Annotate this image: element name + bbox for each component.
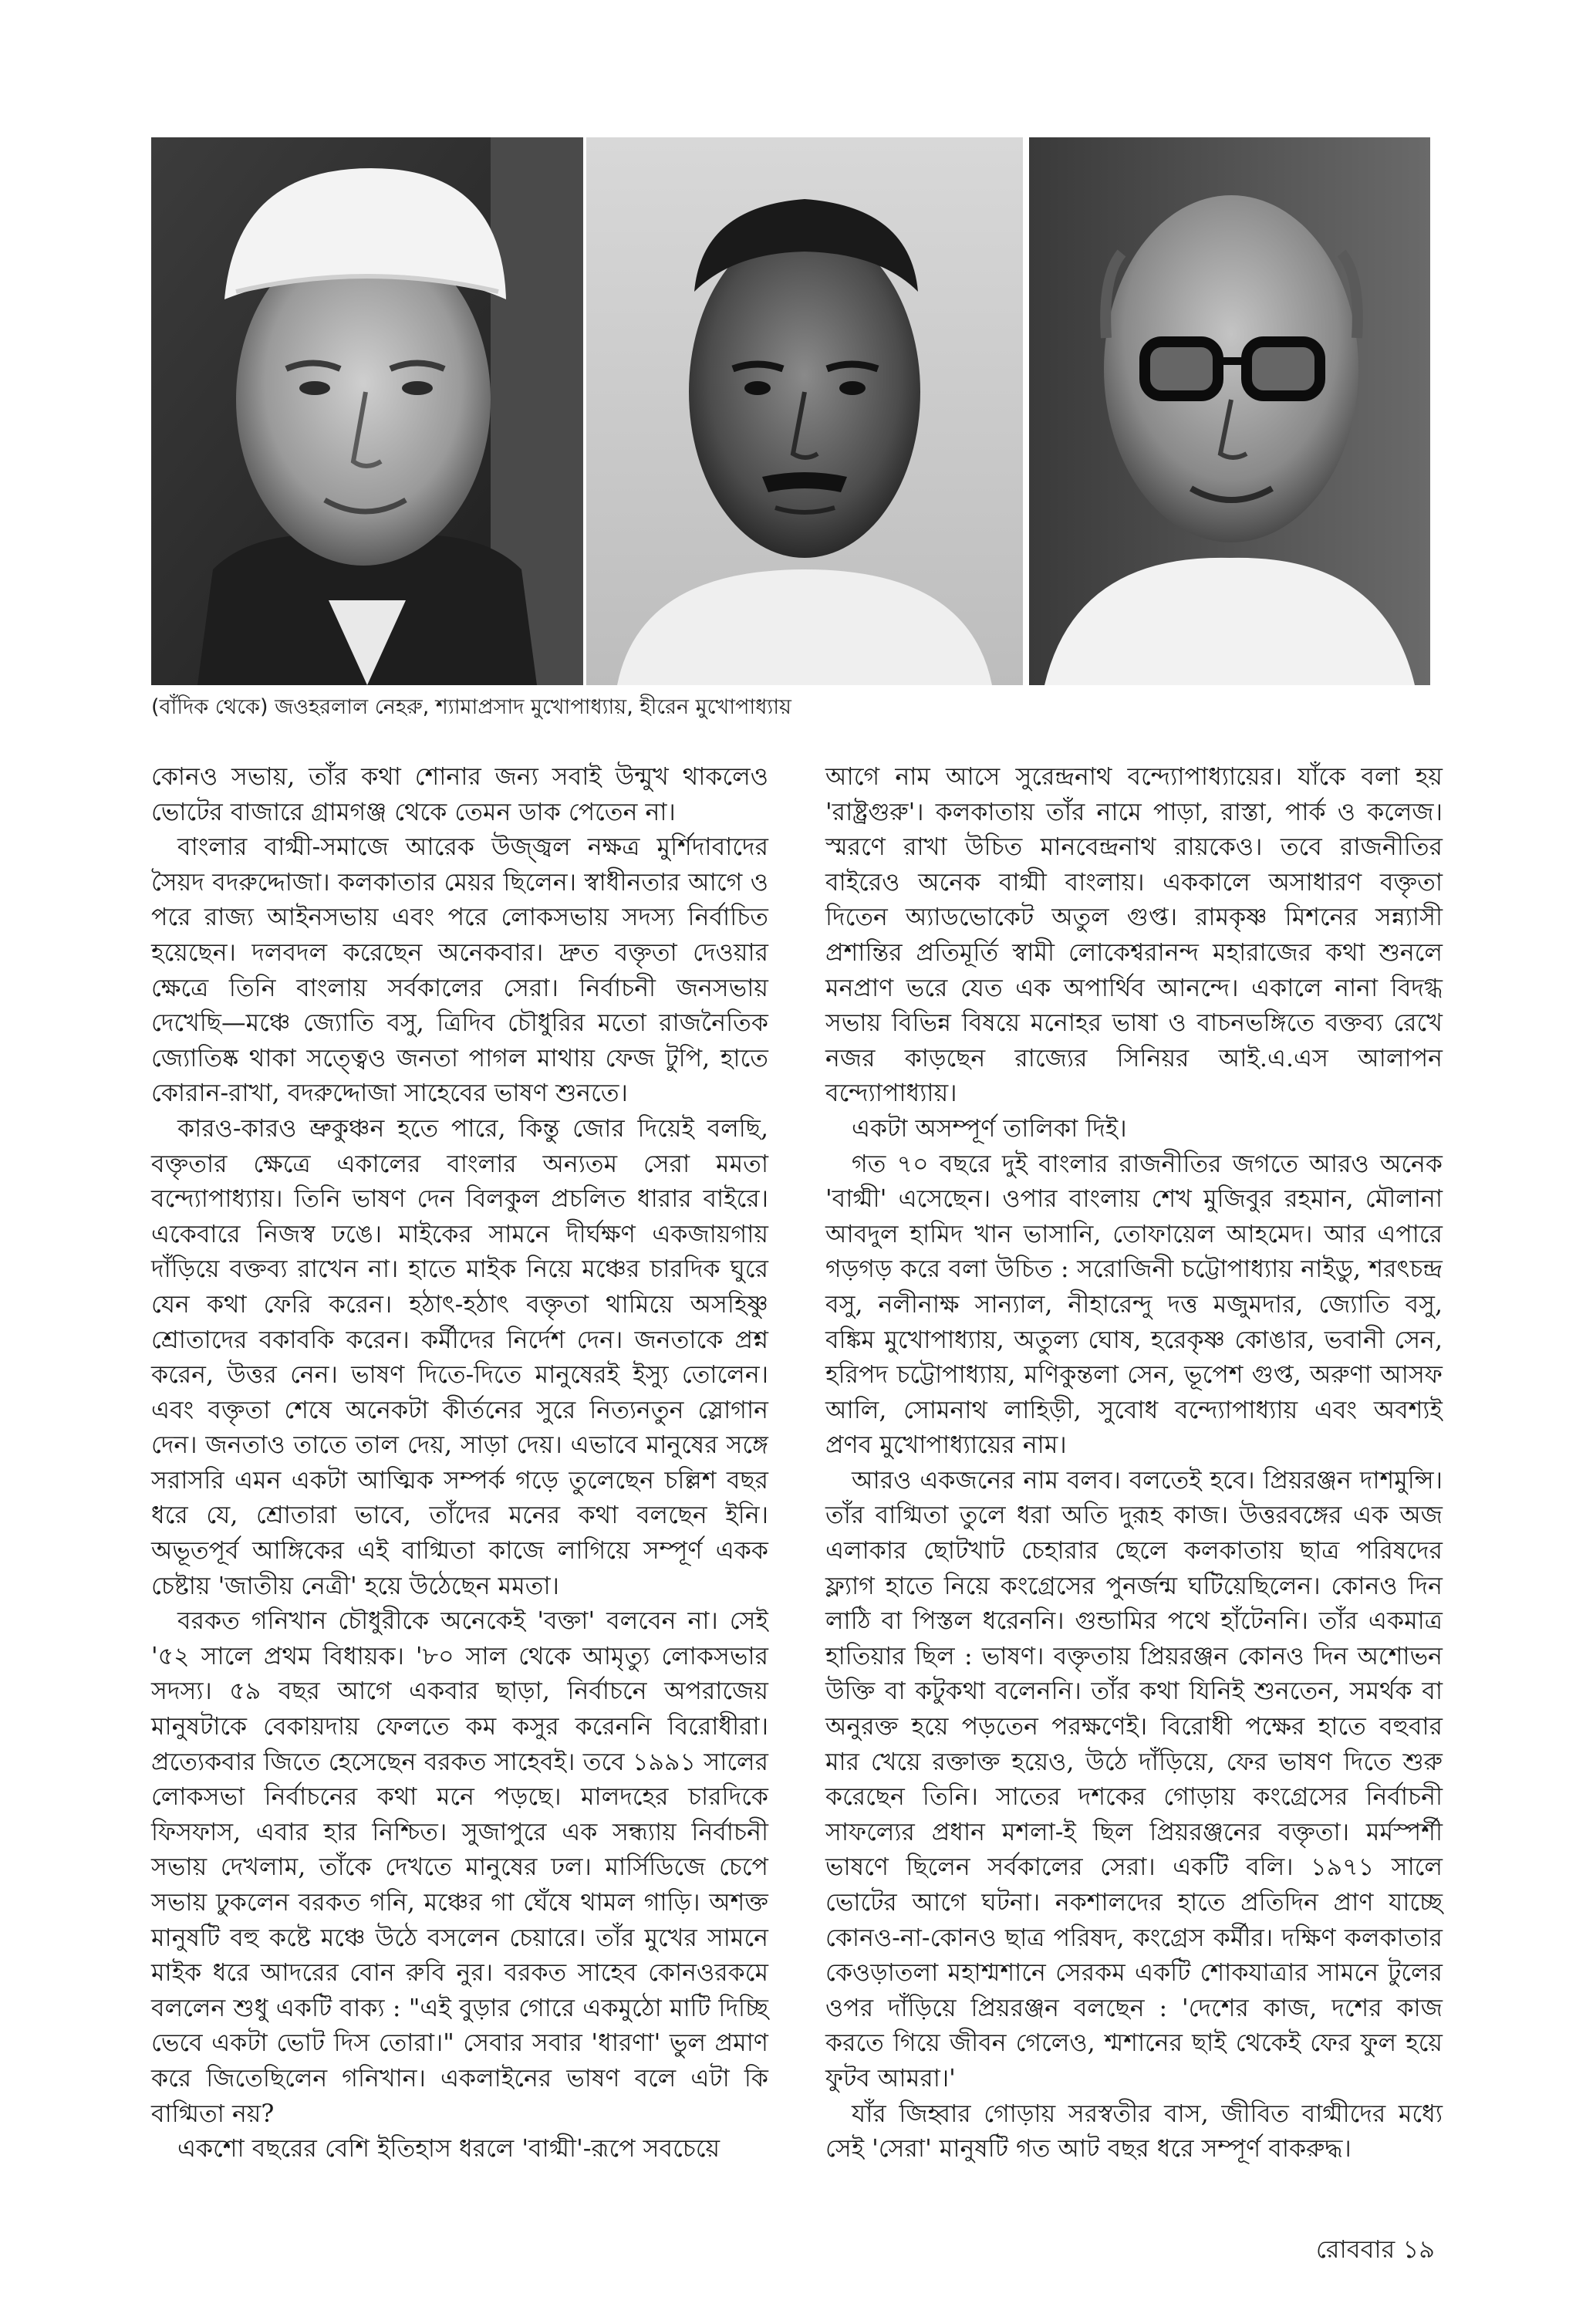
paragraph: কোনও সভায়, তাঁর কথা শোনার জন্য সবাই উন্মুখ থাকলেও ভোটের বাজারে গ্রামগঞ্জ থেকে তেমন ডাক পেতেন না। <box>151 763 768 826</box>
article-column-right <box>825 760 1443 2167</box>
jawaharlal-nehru-portrait <box>151 137 583 685</box>
paragraph: আরও একজনের নাম বলব। বলতেই হবে। প্রিয়রঞ্জন দাশমুন্সি। তাঁর বাগ্মিতা তুলে ধরা অতি দুরূহ কাজ। উত্তরবঙ্গের এক অজ এলাকার ছোটখাট চেহারার ছেলে কলকাতায় ছাত্র পরিষদের ফ্ল্যাগ হাতে নিয়ে কংগ্রেসের পুনর্জন্ম ঘটিয়েছিলেন। কোনও দিন লাঠি বা পিস্তল ধরেননি। গুন্ডামির পথে হাঁটেননি। তাঁর একমাত্র হাতিয়ার ছিল : ভাষণ। বক্তৃতায় প্রিয়রঞ্জন কোনও দিন অশোভন উক্তি বা কটুকথা বলেননি। তাঁর কথা যিনিই শুনতেন, সমর্থক বা অনুরক্ত হয়ে পড়তেন পরক্ষণেই। বিরোধী পক্ষের হাতে বহুবার মার খেয়ে রক্তাক্ত হয়েও, উঠে দাঁড়িয়ে, ফের ভাষণ দিতে শুরু করেছেন তিনি। সাতের দশকের গোড়ায় কংগ্রেসের নির্বাচনী সাফল্যের প্রধান মশলা-ই ছিল প্রিয়রঞ্জনের বক্তৃতা। মর্মস্পর্শী ভাষণে ছিলেন সর্বকালের সেরা। একটি বলি। ১৯৭১ সালে ভোটের আগে ঘটনা। নকশালদের হাতে প্রতিদিন প্রাণ যাচ্ছে কোনও-না-কোনও ছাত্র পরিষদ, কংগ্রেস কর্মীর। দক্ষিণ কলকাতার কেওড়াতলা মহাশ্মশানে সেরকম একটি শোকযাত্রার সামনে টুলের ওপর দাঁড়িয়ে প্রিয়রঞ্জন বলছেন : 'দেশের কাজ, দশের কাজ করতে গিয়ে জীবন গেলেও, শ্মশানের ছাই থেকেই ফের ফুল হয়ে ফুটব আমরা।' <box>825 1466 1443 2093</box>
paragraph: যাঁর জিহ্বার গোড়ায় সরস্বতীর বাস, জীবিত বাগ্মীদের মধ্যে সেই 'সেরা' মানুষটি গত আট বছর ধরে সম্পূর্ণ বাকরুদ্ধ। <box>825 2099 1443 2164</box>
paragraph: গত ৭০ বছরে দুই বাংলার রাজনীতির জগতে আরও অনেক 'বাগ্মী' এসেছেন। ওপার বাংলায় শেখ মুজিবুর রহমান, মৌলানা আবদুল হামিদ খান ভাসানি, তোফায়েল আহমেদ। আর এপারে গড়গড় করে বলা উচিত : সরোজিনী চট্টোপাধ্যায় নাইডু, শরৎচন্দ্র বসু, নলীনাক্ষ সান্যাল, নীহারেন্দু দত্ত মজুমদার, জ্যোতি বসু, বঙ্কিম মুখোপাধ্যায়, অতুল্য ঘোষ, হরেকৃষ্ণ কোঙার, ভবানী সেন, হরিপদ চট্টোপাধ্যায়, মণিকুন্তলা সেন, ভূপেশ গুপ্ত, অরুণা আসফ আলি, সোমনাথ লাহিড়ী, সুবোধ বন্দ্যোপাধ্যায় এবং অবশ্যই প্রণব মুখোপাধ্যায়ের নাম। <box>825 1150 1443 1460</box>
paragraph: বাংলার বাগ্মী-সমাজে আরেক উজ্জ্বল নক্ষত্র মুর্শিদাবাদের সৈয়দ বদরুদ্দোজা। কলকাতার মেয়র ছিলেন। স্বাধীনতার আগে ও পরে রাজ্য আইনসভায় এবং পরে লোকসভায় সদস্য নির্বাচিত হয়েছেন। দলবদল করেছেন অনেকবার। দ্রুত বক্তৃতা দেওয়ার ক্ষেত্রে তিনি বাংলায় সর্বকালের সেরা। নির্বাচনী জনসভায় দেখেছি—মঞ্চে জ্যোতি বসু, ত্রিদিব চৌধুরির মতো রাজনৈতিক জ্যোতিষ্ক থাকা সত্ত্বেও জনতা পাগল মাথায় ফেজ টুপি, হাতে কোরান-রাখা, বদরুদ্দোজা সাহেবের ভাষণ শুনতে। <box>151 833 768 1108</box>
syama-prasad-mookerjee-portrait <box>586 137 1023 685</box>
mukherjee-portrait-drawing <box>1029 137 1430 685</box>
paragraph: কারও-কারও ভ্রুকুঞ্চন হতে পারে, কিন্তু জোর দিয়েই বলছি, বক্তৃতার ক্ষেত্রে একালের বাংলার অন্যতম সেরা মমতা বন্দ্যোপাধ্যায়। তিনি ভাষণ দেন বিলকুল প্রচলিত ধারার বাইরে। একেবারে নিজস্ব ঢঙে। মাইকের সামনে দীর্ঘক্ষণ একজায়গায় দাঁড়িয়ে বক্তব্য রাখেন না। হাতে মাইক নিয়ে মঞ্চের চারদিক ঘুরে যেন কথা ফেরি করেন। হঠাৎ-হঠাৎ বক্তৃতা থামিয়ে অসহিষ্ণু শ্রোতাদের বকাবকি করেন। কর্মীদের নির্দেশ দেন। জনতাকে প্রশ্ন করেন, উত্তর নেন। ভাষণ দিতে-দিতে মানুষেরই ইস্যু তোলেন। এবং বক্তৃতা শেষে অনেকটা কীর্তনের সুরে নিত্যনতুন স্লোগান দেন। জনতাও তাতে তাল দেয়, সাড়া দেয়। এভাবে মানুষের সঙ্গে সরাসরি এমন একটা আত্মিক সম্পর্ক গড়ে তুলেছেন চল্লিশ বছর ধরে যে, শ্রোতারা ভাবে, তাঁদের মনের কথা বলছেন ইনি। অভূতপূর্ব আঙ্গিকের এই বাগ্মিতা কাজে লাগিয়ে সম্পূর্ণ একক চেষ্টায় 'জাতীয় নেত্রী' হয়ে উঠেছেন মমতা। <box>151 1114 768 1600</box>
paragraph: একটা অসম্পূর্ণ তালিকা দিই। <box>852 1114 1127 1143</box>
paragraph: বরকত গনিখান চৌধুরীকে অনেকেই 'বক্তা' বলবেন না। সেই '৫২ সালে প্রথম বিধায়ক। '৮০ সাল থেকে আমৃত্যু লোকসভার সদস্য। ৫৯ বছর আগে একবার ছাড়া, নির্বাচনে অপরাজেয় মানুষটাকে বেকায়দায় ফেলতে কম কসুর করেননি বিরোধীরা। প্রত্যেকবার জিতে হেসেছেন বরকত সাহেবই। তবে ১৯৯১ সালের লোকসভা নির্বাচনের কথা মনে পড়ছে। মালদহের চারদিকে ফিসফাস, এবার হার নিশ্চিত। সুজাপুরে এক সন্ধ্যায় নির্বাচনী সভায় দেখলাম, তাঁকে দেখতে মানুষের ঢল। মার্সিডিজে চেপে সভায় ঢুকলেন বরকত গনি, মঞ্চের গা ঘেঁষে থামল গাড়ি। অশক্ত মানুষটি বহু কষ্টে মঞ্চে উঠে বসলেন চেয়ারে। তাঁর মুখের সামনে মাইক ধরে আদরের বোন রুবি নুর। বরকত সাহেব কোনওরকমে বললেন শুধু একটি বাক্য : "এই বুড়ার গোরে একমুঠো মাটি দিচ্ছি ভেবে একটা ভোট দিস তোরা।" সেবার সবার 'ধারণা' ভুল প্রমাণ করে জিতেছিলেন গনিখান। একলাইনের ভাষণ বলে এটা কি বাগ্মিতা নয়? <box>151 1607 768 2128</box>
paragraph: একশো বছরের বেশি ইতিহাস ধরলে 'বাগ্মী'-রূপে সবচেয়ে <box>177 2135 721 2164</box>
article-column-left <box>151 760 768 2167</box>
paragraph: আগে নাম আসে সুরেন্দ্রনাথ বন্দ্যোপাধ্যায়ের। যাঁকে বলা হয় 'রাষ্ট্রগুরু'। কলকাতায় তাঁর নামে পাড়া, রাস্তা, পার্ক ও কলেজ। স্মরণে রাখা উচিত মানবেন্দ্রনাথ রায়কেও। তবে রাজনীতির বাইরেও অনেক বাগ্মী বাংলায়। এককালে অসাধারণ বক্তৃতা দিতেন অ্যাডভোকেট অতুল গুপ্ত। রামকৃষ্ণ মিশনের সন্ন্যাসী প্রশান্তির প্রতিমূর্তি স্বামী লোকেশ্বরানন্দ মহারাজের কথা শুনলে মনপ্রাণ ভরে যেত এক অপার্থিব আনন্দে। একালে নানা বিদগ্ধ সভায় বিভিন্ন বিষয়ে মনোহর ভাষা ও বাচনভঙ্গিতে বক্তব্য রেখে নজর কাড়ছেন রাজ্যের সিনিয়র আই.এ.এস আলাপন বন্দ্যোপাধ্যায়। <box>825 763 1443 1108</box>
mookerjee-portrait-drawing <box>586 137 1023 685</box>
page-folio: রোববার ১৯ <box>1315 2234 1435 2264</box>
nehru-portrait-drawing <box>151 137 583 685</box>
photo-caption: (বাঁদিক থেকে) জওহরলাল নেহরু, শ্যামাপ্রসাদ মুখোপাধ্যায়, হীরেন মুখোপাধ্যায় <box>151 695 791 719</box>
hiren-mukherjee-portrait <box>1029 137 1430 685</box>
